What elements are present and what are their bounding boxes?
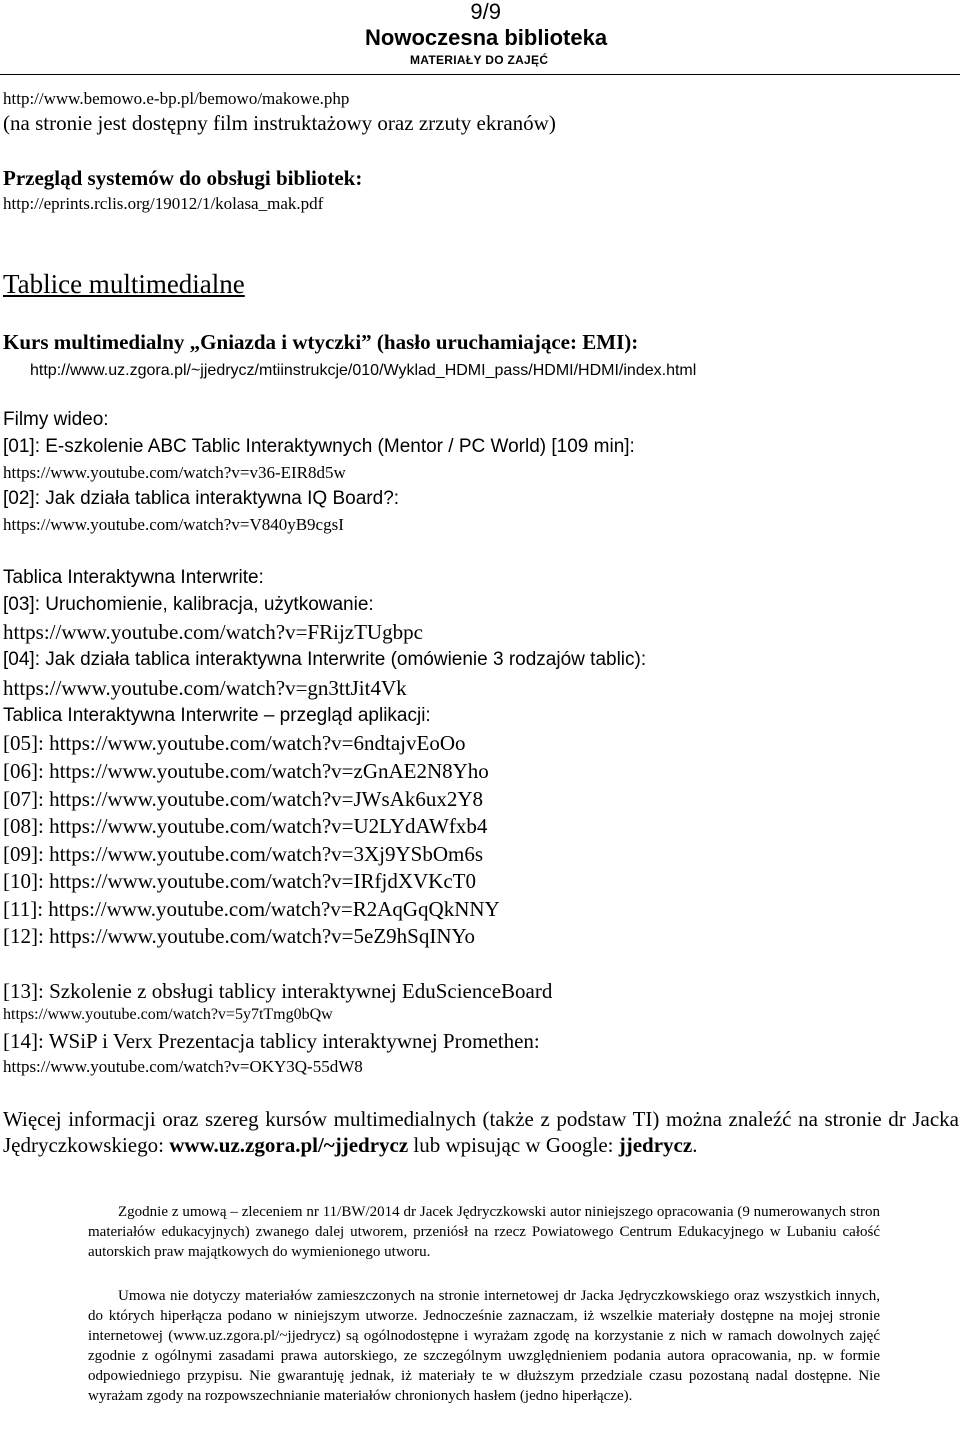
film-03-url[interactable] (3, 620, 423, 644)
film-03-title: [03]: Uruchomienie, kalibracja, użytkowanie: (3, 594, 374, 615)
app-link-07[interactable]: [07]: https://www.youtube.com/watch?v=JWsAk6ux2Y8 (3, 787, 483, 811)
page-header (0, 0, 960, 78)
interwrite-label: Tablica Interaktywna Interwrite: (3, 567, 264, 588)
app-item-06[interactable] (3, 759, 489, 783)
film-13-url[interactable] (3, 1005, 333, 1025)
more-info-text-b: lub wpisując w Google: (408, 1133, 619, 1157)
app-link-09[interactable]: [09]: https://www.youtube.com/watch?v=3Xj9YSbOm6s (3, 842, 484, 866)
course-url[interactable] (30, 361, 696, 381)
film-14-link[interactable]: https://www.youtube.com/watch?v=OKY3Q-55dW8 (3, 1057, 363, 1076)
film-03-link[interactable]: https://www.youtube.com/watch?v=FRijzTUgbpc (3, 620, 423, 644)
film-13-link[interactable]: https://www.youtube.com/watch?v=5y7tTmg0bQw (3, 1006, 333, 1023)
film-04-url[interactable] (3, 676, 407, 700)
app-link-06[interactable]: [06]: https://www.youtube.com/watch?v=zGnAE2N8Yho (3, 759, 489, 783)
more-info-text-c: . (692, 1133, 698, 1157)
footer-agreement: Zgodnie z umową – zleceniem nr 11/BW/2014 dr Jacek Jędryczkowski autor niniejszego opracowania (9 numerowanych stron materiałów edukacyjnych) zwanego dalej utworem, przeniósł na rzecz Powiatowego Centrum Edukacyjnego w Lubaniu całość autorskich praw majątkowych do wymienionego utworu. (88, 1204, 880, 1260)
review-link[interactable]: http://eprints.rclis.org/19012/1/kolasa_mak.pdf (3, 194, 324, 213)
author-site-link[interactable]: www.uz.zgora.pl/~jjedrycz (169, 1133, 409, 1157)
app-link-05[interactable]: [05]: https://www.youtube.com/watch?v=6ndtajvEoOo (3, 731, 466, 755)
google-keyword: jjedrycz (618, 1133, 693, 1157)
film-02-link[interactable]: https://www.youtube.com/watch?v=V840yB9cgsI (3, 515, 344, 534)
review-heading: Przegląd systemów do obsługi bibliotek: (3, 166, 363, 190)
brand-title: Nowoczesna biblioteka (365, 25, 608, 50)
film-04-title: [04]: Jak działa tablica interaktywna Interwrite (omówienie 3 rodzajów tablic): (3, 649, 647, 670)
film-13-title: [13]: Szkolenie z obsługi tablicy interaktywnej EduScienceBoard (3, 979, 553, 1003)
film-14-url[interactable] (3, 1057, 363, 1077)
app-item-11[interactable] (3, 897, 500, 921)
page-number: 9/9 (470, 0, 501, 24)
app-item-07[interactable] (3, 787, 483, 811)
films-label: Filmy wideo: (3, 409, 109, 430)
interwrite-review-label: Tablica Interaktywna Interwrite – przegląd aplikacji: (3, 705, 431, 726)
app-link-10[interactable]: [10]: https://www.youtube.com/watch?v=IRfjdXVKcT0 (3, 869, 476, 893)
course-heading: Kurs multimedialny „Gniazda i wtyczki” (hasło uruchamiające: EMI): (3, 330, 639, 354)
intro-link[interactable]: http://www.bemowo.e-bp.pl/bemowo/makowe.php (3, 89, 350, 108)
app-item-12[interactable] (3, 924, 475, 948)
app-item-08[interactable] (3, 814, 487, 838)
section-title: Tablice multimedialne (3, 269, 245, 299)
film-01-url[interactable] (3, 463, 346, 483)
course-link[interactable]: http://www.uz.zgora.pl/~jjedrycz/mtiinstrukcje/010/Wyklad_HDMI_pass/HDMI/HDMI/index.html (30, 362, 697, 379)
app-item-05[interactable] (3, 731, 465, 755)
more-info-text-a: Więcej informacji oraz szereg kursów multimedialnych (także z podstaw TI) można znaleźć na stronie dr Jacka Jędryczkowskiego: (3, 1107, 959, 1157)
app-link-08[interactable]: [08]: https://www.youtube.com/watch?v=U2LYdAWfxb4 (3, 814, 488, 838)
film-14-title: [14]: WSiP i Verx Prezentacja tablicy interaktywnej Promethen: (3, 1029, 540, 1053)
header-rule (0, 74, 960, 75)
intro-url[interactable] (3, 89, 349, 109)
app-item-09[interactable] (3, 842, 483, 866)
review-url[interactable] (3, 194, 323, 214)
film-01-title: [01]: E-szkolenie ABC Tablic Interaktywnych (Mentor / PC World) [109 min]: (3, 436, 635, 457)
app-item-10[interactable] (3, 869, 476, 893)
more-info-paragraph (3, 1106, 959, 1158)
app-link-11[interactable]: [11]: https://www.youtube.com/watch?v=R2AqGqQkNNY (3, 897, 500, 921)
film-02-url[interactable] (3, 515, 344, 535)
brand-subtitle: MATERIAŁY DO ZAJĘĆ (410, 53, 549, 67)
film-01-link[interactable]: https://www.youtube.com/watch?v=v36-EIR8d5w (3, 463, 346, 482)
app-link-12[interactable]: [12]: https://www.youtube.com/watch?v=5eZ9hSqINYo (3, 924, 476, 948)
footer-disclaimer: Umowa nie dotyczy materiałów zamieszczonych na stronie internetowej dr Jacka Jędryczkowskiego oraz wszystkich innych, do których hiperłącza podano w niniejszym utworze. Jednocześnie zaznaczam, iż wszelkie materiały dostępne na mojej stronie internetowej (www.uz.zgora.pl/~jjedrycz) są ogólnodostępne i wyrażam zgodę na korzystanie z nich w ramach dowolnych zajęć zgodnie z ogólnymi zasadami prawa autorskiego, ze szczególnym uwzględnieniem podania autora opracowania, np. w formie odpowiedniego przypisu. Nie gwarantuję jednak, iż materiały te w dłuższym przedziale czasu pozostaną nadal dostępne. Nie wyrażam zgody na rozpowszechnianie materiałów chronionych hasłem (jedno hiperłącze). (88, 1288, 880, 1404)
film-04-link[interactable]: https://www.youtube.com/watch?v=gn3ttJit4Vk (3, 676, 407, 700)
film-02-title: [02]: Jak działa tablica interaktywna IQ Board?: (3, 488, 400, 509)
intro-note: (na stronie jest dostępny film instruktażowy oraz zrzuty ekranów) (3, 111, 556, 135)
